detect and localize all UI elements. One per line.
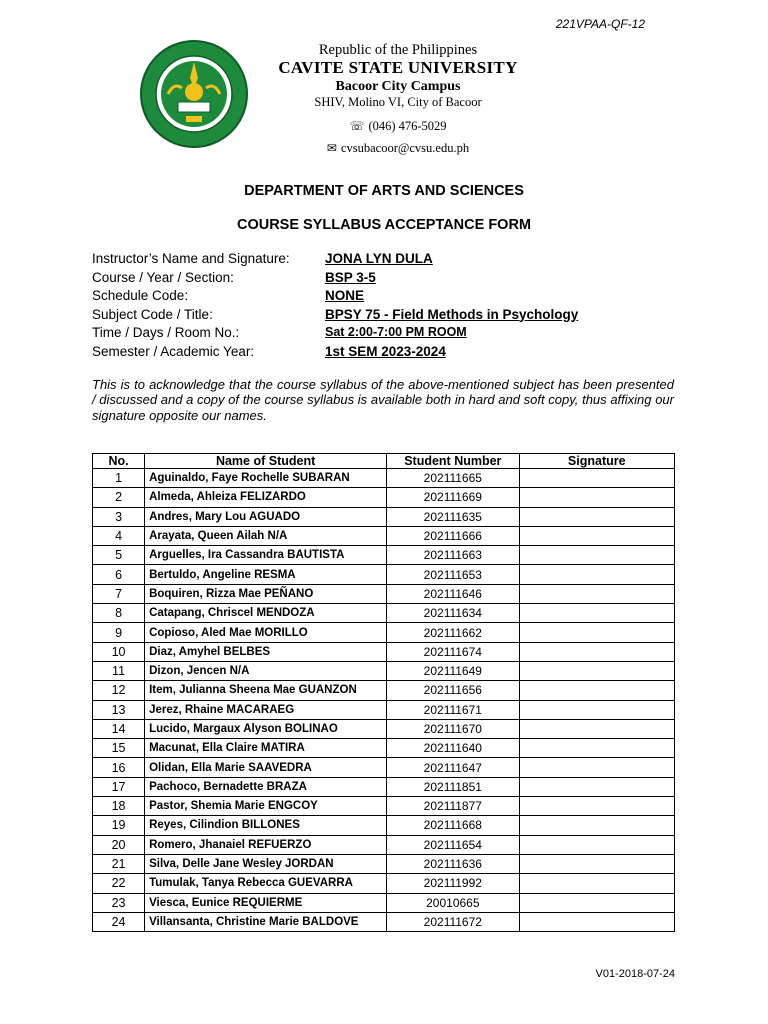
student-number: 202111649 [387,661,519,680]
row-number: 15 [93,739,145,758]
email-icon: ✉ [326,141,337,155]
signature-cell [519,604,674,623]
student-number: 202111640 [387,739,519,758]
row-number: 3 [93,507,145,526]
info-value: Sat 2:00-7:00 PM ROOM [325,325,467,339]
column-header-signature: Signature [519,454,674,469]
signature-cell [519,874,674,893]
table-body [93,469,675,932]
signature-cell [519,661,674,680]
signature-cell [519,526,674,545]
info-label: Course / Year / Section: [92,269,234,285]
table-row [93,469,675,488]
form-code: 221VPAA-QF-12 [555,17,645,31]
info-label: Time / Days / Room No.: [92,325,240,340]
signature-cell [519,642,674,661]
student-number: 202111636 [387,854,519,873]
university-name: CAVITE STATE UNIVERSITY [278,58,518,77]
row-number: 21 [93,854,145,873]
signature-cell [519,777,674,796]
info-value: BPSY 75 - Field Methods in Psychology [325,306,579,322]
row-number: 10 [93,642,145,661]
row-number: 19 [93,816,145,835]
table-row [93,604,675,623]
student-name: Villansanta, Christine Marie BALDOVE [145,912,387,931]
student-number: 202111665 [387,469,519,488]
signature-cell [519,488,674,507]
row-number: 23 [93,893,145,912]
student-number: 202111646 [387,584,519,603]
signature-cell [519,893,674,912]
table-row [93,874,675,893]
student-number: 202111654 [387,835,519,854]
info-row-instructor [92,251,578,270]
student-number: 202111662 [387,623,519,642]
table-row [93,584,675,603]
column-header-student-number: Student Number [387,454,519,469]
row-number: 20 [93,835,145,854]
row-number: 18 [93,797,145,816]
form-title: COURSE SYLLABUS ACCEPTANCE FORM [236,217,532,233]
table-row [93,642,675,661]
info-row-semester [92,344,578,363]
signature-cell [519,719,674,738]
info-label: Semester / Academic Year: [92,343,255,359]
table-header-row [93,454,675,469]
table-row [93,739,675,758]
student-name: Andres, Mary Lou AGUADO [145,507,387,526]
student-signature-table [92,453,675,932]
student-number: 202111666 [387,526,519,545]
student-name: Aguinaldo, Faye Rochelle SUBARAN [145,469,387,488]
course-info [92,251,578,362]
info-value: 1st SEM 2023-2024 [325,343,446,359]
signature-cell [519,739,674,758]
student-name: Pastor, Shemia Marie ENGCOY [145,797,387,816]
table-row [93,700,675,719]
table-row [93,797,675,816]
student-number: 202111663 [387,546,519,565]
signature-cell [519,681,674,700]
signature-cell [519,623,674,642]
student-name: Arguelles, Ira Cassandra BAUTISTA [145,546,387,565]
row-number: 24 [93,912,145,931]
signature-cell [519,584,674,603]
row-number: 12 [93,681,145,700]
signature-cell [519,700,674,719]
phone-line [14,119,768,134]
student-name: Lucido, Margaux Alyson BOLINAO [145,719,387,738]
table-row [93,526,675,545]
department-title: DEPARTMENT OF ARTS AND SCIENCES [244,183,524,199]
student-number: 202111647 [387,758,519,777]
student-name: Dizon, Jencen N/A [145,661,387,680]
student-number: 20010665 [387,893,519,912]
student-name: Viesca, Eunice REQUIERME [145,893,387,912]
student-number: 202111670 [387,719,519,738]
table-row [93,777,675,796]
row-number: 9 [93,623,145,642]
table-row [93,507,675,526]
student-number: 202111669 [387,488,519,507]
student-name: Arayata, Queen Ailah N/A [145,526,387,545]
phone-number: (046) 476-5029 [368,119,447,133]
student-name: Diaz, Amyhel BELBES [145,642,387,661]
student-number: 202111634 [387,604,519,623]
table-row [93,893,675,912]
column-header-name: Name of Student [145,454,387,469]
signature-cell [519,507,674,526]
table-row [93,758,675,777]
signature-cell [519,565,674,584]
email-address: cvsubacoor@cvsu.edu.ph [340,141,470,155]
row-number: 2 [93,488,145,507]
row-number: 4 [93,526,145,545]
row-number: 6 [93,565,145,584]
student-name: Item, Julianna Sheena Mae GUANZON [145,681,387,700]
student-name: Macunat, Ella Claire MATIRA [145,739,387,758]
table-row [93,623,675,642]
signature-cell [519,797,674,816]
row-number: 17 [93,777,145,796]
student-name: Reyes, Cilindion BILLONES [145,816,387,835]
table-row [93,681,675,700]
campus-address: SHIV, Molino VI, City of Bacoor [314,95,482,109]
table-row [93,565,675,584]
student-name: Olidan, Ella Marie SAAVEDRA [145,758,387,777]
table-row [93,816,675,835]
student-name: Copioso, Aled Mae MORILLO [145,623,387,642]
info-value: NONE [325,288,365,303]
row-number: 13 [93,700,145,719]
version-footer: V01-2018-07-24 [595,968,675,980]
campus-name: Bacoor City Campus [335,79,461,94]
info-label: Schedule Code: [92,288,189,303]
info-row-time [92,325,578,344]
signature-cell [519,854,674,873]
info-row-course [92,270,578,289]
signature-cell [519,835,674,854]
table-row [93,835,675,854]
student-number: 202111671 [387,700,519,719]
student-number: 202111656 [387,681,519,700]
row-number: 7 [93,584,145,603]
info-label: Subject Code / Title: [92,306,213,322]
table-row [93,719,675,738]
student-name: Silva, Delle Jane Wesley JORDAN [145,854,387,873]
table-row [93,854,675,873]
student-name: Almeda, Ahleiza FELIZARDO [145,488,387,507]
student-number: 202111668 [387,816,519,835]
row-number: 11 [93,661,145,680]
signature-cell [519,546,674,565]
table-row [93,488,675,507]
column-header-no: No. [93,454,145,469]
row-number: 1 [93,469,145,488]
student-number: 202111635 [387,507,519,526]
table-row [93,661,675,680]
signature-cell [519,469,674,488]
telephone-icon: ☏ [349,119,365,133]
student-number: 202111851 [387,777,519,796]
republic-heading: Republic of the Philippines [318,42,478,58]
info-value: JONA LYN DULA [325,251,433,266]
row-number: 14 [93,719,145,738]
student-name: Jerez, Rhaine MACARAEG [145,700,387,719]
row-number: 8 [93,604,145,623]
info-value: BSP 3-5 [325,269,376,285]
student-name: Pachoco, Bernadette BRAZA [145,777,387,796]
acknowledgement-paragraph: This is to acknowledge that the course syllabus of the above-mentioned subject has been presented / discussed and a copy of the course syllabus is available both in hard and soft copy, thus affixing our signature opposite our names. [92,377,674,423]
info-row-schedule [92,288,578,307]
row-number: 22 [93,874,145,893]
info-label: Instructor’s Name and Signature: [92,251,290,266]
student-number: 202111674 [387,642,519,661]
student-name: Romero, Jhanaiel REFUERZO [145,835,387,854]
table-row [93,912,675,931]
signature-cell [519,758,674,777]
info-row-subject [92,307,578,326]
row-number: 16 [93,758,145,777]
row-number: 5 [93,546,145,565]
student-name: Catapang, Chriscel MENDOZA [145,604,387,623]
student-name: Boquiren, Rizza Mae PEÑANO [145,584,387,603]
signature-cell [519,816,674,835]
student-name: Bertuldo, Angeline RESMA [145,565,387,584]
student-number: 202111653 [387,565,519,584]
student-number: 202111877 [387,797,519,816]
student-number: 202111672 [387,912,519,931]
table-row [93,546,675,565]
signature-cell [519,912,674,931]
email-line [14,141,768,156]
student-number: 202111992 [387,874,519,893]
student-name: Tumulak, Tanya Rebecca GUEVARRA [145,874,387,893]
